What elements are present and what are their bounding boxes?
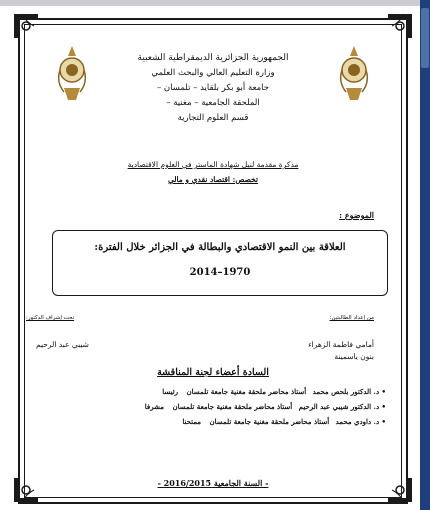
subject-period: 2014–1970	[189, 267, 251, 278]
header-ministry: وزارة التعليم العالي والبحث العلمي	[151, 68, 275, 78]
member-name: د. الدكتور بلحص محمد	[312, 387, 380, 396]
header-republic: الجمهورية الجزائرية الديمقراطية الشعبية	[137, 53, 289, 63]
member-name: د. الدكتور شيبي عبد الرحيم	[298, 402, 380, 411]
member-position: أستاذ محاضر ملحقة مغنية جامعة تلمسان	[186, 387, 307, 396]
thesis-statement: مذكرة مقدمة لنيل شهادة الماستر في العلوم الاقتصادية	[127, 160, 299, 169]
supervised-by-label: تحت إشراف الدكتور:	[26, 315, 75, 321]
vertical-scrollbar[interactable]	[420, 0, 430, 510]
member-name: د. داودي محمد	[335, 417, 380, 426]
corner-ornament-icon	[12, 12, 46, 46]
header-department: قسم العلوم التجارية	[177, 113, 249, 123]
member-role: مشرفا	[144, 402, 165, 411]
subject-label: الموضوع :	[339, 210, 374, 220]
prepared-by-label: من إعداد الطالبتين:	[329, 315, 374, 321]
committee-row	[56, 417, 386, 426]
committee-row	[56, 402, 386, 411]
member-position: أستاذ محاضر ملحقة مغنية جامعة تلمسان	[209, 417, 330, 426]
subject-title: العلاقة بين النمو الاقتصادي والبطالة في الجزائر خلال الفترة:	[94, 242, 346, 253]
document-page	[10, 10, 416, 506]
corner-ornament-icon	[380, 12, 414, 46]
committee-row	[56, 387, 386, 396]
subject-box	[52, 230, 388, 296]
academic-year: - السنة الجامعية 2016/2015 -	[157, 478, 269, 488]
viewer-toolbar	[0, 0, 430, 6]
member-role: ممتحنا	[182, 417, 202, 426]
supervisor-name: شيبي عبد الرحيم	[36, 340, 89, 349]
committee-title: السادة أعضاء لجنة المناقشة	[157, 367, 269, 378]
scrollbar-thumb[interactable]	[421, 8, 429, 68]
header-university: جامعة أبو بكر بلقايد – تلمسان –	[156, 83, 270, 93]
bullet-icon: •	[381, 402, 386, 411]
student-name-2: بنون ياسمينة	[334, 352, 374, 361]
header-annex: الملحقة الجامعية – مغنية –	[166, 98, 260, 108]
bullet-icon: •	[381, 417, 386, 426]
member-role: رئيسا	[162, 387, 179, 396]
thesis-specialty: تخصص: اقتصاد نقدي و مالي	[167, 175, 259, 184]
student-name-1: أمامي فاطمة الزهراء	[308, 340, 374, 349]
bullet-icon: •	[381, 387, 386, 396]
member-position: أستاذ محاضر ملحقة مغنية جامعة تلمسان	[172, 402, 293, 411]
